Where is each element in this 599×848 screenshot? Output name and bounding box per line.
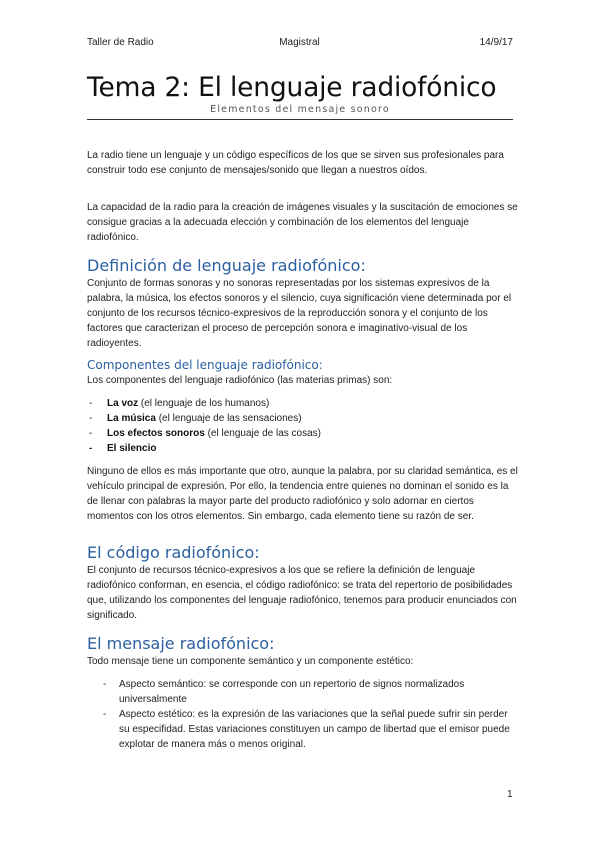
header-course: Taller de Radio xyxy=(87,37,154,48)
title-divider xyxy=(87,119,513,120)
intro-paragraph-1: La radio tiene un lenguaje y un código específicos de los que se sirven sus profesionales para construir todo ese conjunto de mensajes/sonido que llegan a nuestros oídos. xyxy=(87,150,504,176)
section-heading: Definición de lenguaje radiofónico: xyxy=(87,256,366,275)
section-message xyxy=(87,634,519,752)
list-item: - La música (el lenguaje de las sensaciones) xyxy=(89,413,302,424)
document-title: Tema 2: El lenguaje radiofónico xyxy=(87,72,497,103)
message-aspects-list xyxy=(87,677,519,752)
section-text: Conjunto de formas sonoras y no sonoras representadas por los sistemas expresivos de la palabra, la música, los efectos sonoros y el silencio, cuya significación viene determinada por el conjunto de los recursos técnico-expresivos de la reproducción sonora y el conjunto de los factores que caracterizan el proceso de percepción sonora e imaginativo-visual de los radioyentes. xyxy=(87,278,512,349)
components-text: Ninguno de ellos es más importante que otro, aunque la palabra, por su claridad semántica, es el vehículo principal de expresión. Por ello, la tendencia entre quienes no dominan el sonido es la de llenar con palabras la mayor parte del producto radiofónico y solo adornar en ciertos momentos con los otros elementos. Sin embargo, cada elemento tiene su razón de ser. xyxy=(87,466,518,522)
subsection-heading: Componentes del lenguaje radiofónico: xyxy=(87,358,323,372)
header-type: Magistral xyxy=(279,37,320,48)
list-item: - Los efectos sonoros (el lenguaje de las cosas) xyxy=(89,428,321,439)
list-item: - La voz (el lenguaje de los humanos) xyxy=(89,398,270,409)
list-item: - El silencio xyxy=(89,443,157,454)
section-heading: El mensaje radiofónico: xyxy=(87,634,275,653)
section-definition xyxy=(87,256,519,351)
section-components xyxy=(87,357,519,524)
intro-paragraph-2: La capacidad de la radio para la creación de imágenes visuales y la suscitación de emociones se consigue gracias a la adecuada elección y combinación de los elementos del lenguaje radiofónico. xyxy=(87,202,518,243)
section-code xyxy=(87,543,519,623)
page-number: 1 xyxy=(507,789,513,800)
section-text: El conjunto de recursos técnico-expresivos a los que se refiere la definición de lenguaje radiofónico conforman, en esencia, el código radiofónico: se trata del repertorio de posibilidades que, utilizando los componentes del lenguaje radiofónico, tenemos para producir enunciados con significado. xyxy=(87,565,517,621)
document-subtitle: Elementos del mensaje sonoro xyxy=(210,104,390,115)
subsection-lead: Los componentes del lenguaje radiofónico (las materias primas) son: xyxy=(87,375,393,386)
components-list xyxy=(87,396,519,456)
list-item: - Aspecto semántico: se corresponde con un repertorio de signos normalizados universalmente xyxy=(103,679,465,705)
header-date: 14/9/17 xyxy=(479,37,513,48)
section-lead: Todo mensaje tiene un componente semántico y un componente estético: xyxy=(87,656,414,667)
section-heading: El código radiofónico: xyxy=(87,543,260,562)
list-item: - Aspecto estético: es la expresión de las variaciones que la señal puede sufrir sin perder su especifidad. Estas variaciones constituyen un campo de libertad que el emisor puede explotar de manera más o menos original. xyxy=(103,709,510,750)
